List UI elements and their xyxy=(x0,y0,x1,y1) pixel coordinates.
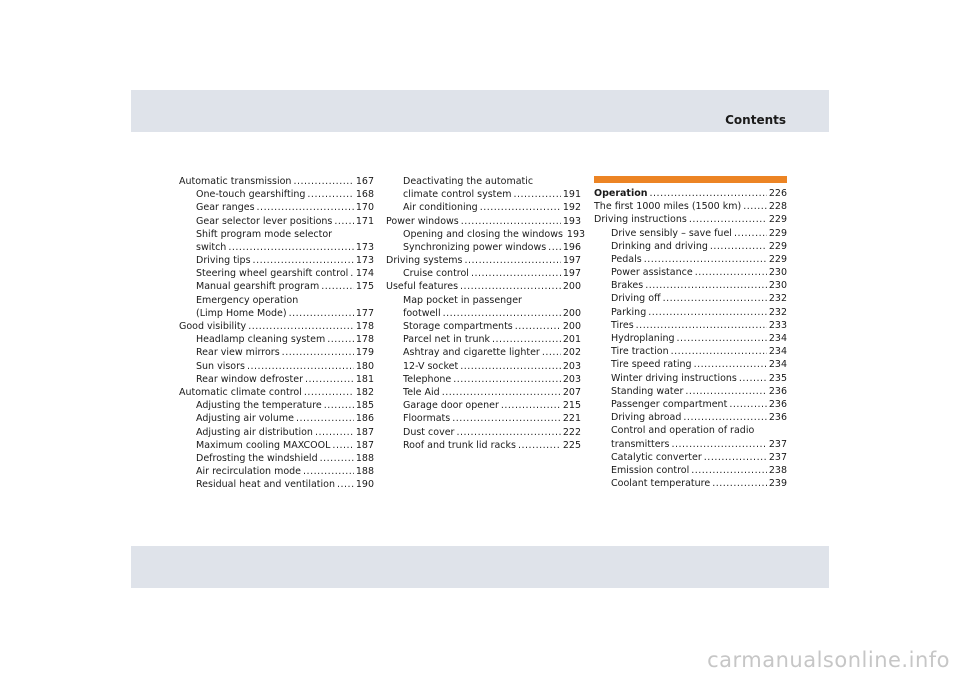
toc-entry[interactable] xyxy=(386,346,581,359)
toc-entry-title: Adjusting air distribution xyxy=(196,426,313,438)
toc-entry-page: 203 xyxy=(562,373,581,385)
toc-entry-page: 235 xyxy=(768,372,787,384)
toc-entry[interactable] xyxy=(179,294,374,307)
toc-entry-page: 232 xyxy=(768,293,787,305)
toc-entry[interactable] xyxy=(594,240,787,253)
toc-entry[interactable] xyxy=(594,358,787,371)
page-title: Contents xyxy=(725,113,786,127)
toc-entry-page: 203 xyxy=(562,360,581,372)
toc-entry[interactable] xyxy=(594,372,787,385)
toc-entry-title: switch xyxy=(196,241,227,253)
toc-entry-title: Adjusting air volume xyxy=(196,413,294,425)
toc-entry[interactable] xyxy=(386,333,581,346)
dot-leader xyxy=(710,240,767,253)
dot-leader xyxy=(663,292,767,305)
toc-entry-title: Catalytic converter xyxy=(611,451,702,463)
toc-entry-title: Control and operation of radio xyxy=(611,425,755,437)
dot-leader xyxy=(689,213,767,226)
toc-entry-title: Driving off xyxy=(611,293,661,305)
dot-leader xyxy=(460,360,561,373)
toc-entry-page: 234 xyxy=(768,346,787,358)
toc-entry-title: Winter driving instructions xyxy=(611,372,737,384)
dot-leader xyxy=(303,465,354,478)
toc-entry-page: 193 xyxy=(566,228,586,240)
toc-entry[interactable] xyxy=(594,411,787,424)
toc-entry-title: Hydroplaning xyxy=(611,333,675,345)
section-accent-bar xyxy=(594,176,787,183)
dot-leader xyxy=(228,241,354,254)
dot-leader xyxy=(671,345,767,358)
dot-leader xyxy=(327,333,354,346)
toc-entry-title: Dust cover xyxy=(403,426,455,438)
toc-entry-page: 193 xyxy=(562,215,581,227)
toc-entry[interactable] xyxy=(179,465,374,478)
toc-entry-title: Opening and closing the windows xyxy=(403,228,563,240)
toc-entry-title: Steering wheel gearshift control xyxy=(196,268,349,280)
toc-entry-page: 236 xyxy=(768,385,787,397)
toc-entry[interactable] xyxy=(179,215,374,228)
dot-leader xyxy=(683,411,766,424)
dot-leader xyxy=(452,412,561,425)
toc-entry-page: 229 xyxy=(768,227,787,239)
toc-entry-page: 178 xyxy=(355,334,374,346)
toc-entry[interactable] xyxy=(594,332,787,345)
toc-entry-title: footwell xyxy=(403,307,441,319)
dot-leader xyxy=(337,478,354,491)
toc-entry[interactable] xyxy=(179,175,374,188)
toc-entry-title: Residual heat and ventilation xyxy=(196,479,335,491)
dot-leader xyxy=(739,372,767,385)
watermark: carmanualsonline.info xyxy=(707,648,950,672)
toc-entry-title: Tele Aid xyxy=(403,386,440,398)
dot-leader xyxy=(253,254,354,267)
dot-leader xyxy=(307,188,353,201)
toc-entry[interactable] xyxy=(386,386,581,399)
dot-leader xyxy=(671,438,766,451)
toc-entry-title: Driving systems xyxy=(386,255,463,267)
dot-leader xyxy=(650,187,767,200)
toc-entry-page: 173 xyxy=(355,255,374,267)
toc-entry[interactable] xyxy=(594,227,787,240)
toc-entry-title: Tire traction xyxy=(611,346,669,358)
dot-leader xyxy=(296,412,354,425)
dot-leader xyxy=(257,201,354,214)
dot-leader xyxy=(513,188,560,201)
toc-entry-page: 187 xyxy=(355,426,374,438)
dot-leader xyxy=(518,439,561,452)
toc-entry-page: 200 xyxy=(562,307,581,319)
dot-leader xyxy=(694,358,767,371)
toc-entry[interactable] xyxy=(594,398,787,411)
toc-entry-page: 171 xyxy=(355,215,374,227)
toc-entry-page: 188 xyxy=(355,466,374,478)
toc-entry[interactable] xyxy=(179,439,374,452)
toc-entry[interactable] xyxy=(594,464,787,477)
toc-entry-page: 186 xyxy=(355,413,374,425)
toc-entry[interactable] xyxy=(179,320,374,333)
toc-entry[interactable] xyxy=(386,267,581,280)
toc-entry-title: Emergency operation xyxy=(196,294,299,306)
dot-leader xyxy=(282,346,354,359)
toc-entry[interactable] xyxy=(594,293,787,306)
toc-entry-page: 190 xyxy=(355,479,374,491)
toc-entry-page: 197 xyxy=(562,268,581,280)
dot-leader xyxy=(465,254,561,267)
toc-entry-page: 174 xyxy=(355,268,374,280)
toc-entry[interactable] xyxy=(594,319,787,332)
toc-entry[interactable] xyxy=(179,333,374,346)
toc-entry-page: 188 xyxy=(355,452,374,464)
toc-entry-page: 180 xyxy=(355,360,374,372)
toc-entry[interactable] xyxy=(386,281,581,294)
toc-entry-title: Brakes xyxy=(611,280,644,292)
dot-leader xyxy=(334,215,353,228)
toc-entry[interactable] xyxy=(386,412,581,425)
toc-entry-title: Power windows xyxy=(386,215,459,227)
toc-entry[interactable] xyxy=(179,386,374,399)
toc-entry-title: 12-V socket xyxy=(403,360,459,372)
toc-entry[interactable] xyxy=(386,294,581,307)
toc-entry-title: Parking xyxy=(611,306,647,318)
toc-entry-page: 230 xyxy=(768,267,787,279)
dot-leader xyxy=(636,319,767,332)
toc-entry-page: 192 xyxy=(562,202,581,214)
toc-entry-page: 200 xyxy=(562,321,581,333)
toc-entry-page: 191 xyxy=(562,189,581,201)
dot-leader xyxy=(695,266,767,279)
toc-entry-title: Coolant temperature xyxy=(611,478,711,490)
dot-leader xyxy=(461,215,561,228)
toc-entry-page: 228 xyxy=(768,201,787,213)
toc-entry-title: Rear view mirrors xyxy=(196,347,280,359)
dot-leader xyxy=(442,386,561,399)
toc-entry-title: Parcel net in trunk xyxy=(403,334,491,346)
toc-entry-page: 230 xyxy=(768,280,787,292)
toc-entry-page: 222 xyxy=(562,426,581,438)
toc-entry-page: 236 xyxy=(768,412,787,424)
toc-entry[interactable] xyxy=(179,426,374,439)
toc-entry[interactable] xyxy=(594,200,787,213)
toc-entry[interactable] xyxy=(594,424,787,437)
toc-entry-page: 229 xyxy=(768,253,787,265)
dot-leader xyxy=(315,426,354,439)
dot-leader xyxy=(691,464,767,477)
toc-entry[interactable] xyxy=(386,201,581,214)
toc-entry[interactable] xyxy=(386,360,581,373)
toc-entry-page: 234 xyxy=(768,333,787,345)
toc-entry-title: Emission control xyxy=(611,464,690,476)
toc-entry-title: (Limp Home Mode) xyxy=(196,307,287,319)
toc-entry-page: 202 xyxy=(562,347,581,359)
dot-leader xyxy=(645,279,767,292)
toc-entry-title: Shift program mode selector xyxy=(196,228,333,240)
toc-entry[interactable] xyxy=(386,426,581,439)
dot-leader xyxy=(743,200,767,213)
dot-leader xyxy=(320,452,354,465)
toc-entry-title: Good visibility xyxy=(179,321,247,333)
toc-entry[interactable] xyxy=(386,254,581,267)
footer-band xyxy=(131,546,829,588)
dot-leader xyxy=(305,373,354,386)
toc-entry[interactable] xyxy=(179,346,374,359)
toc-entry[interactable] xyxy=(179,267,374,280)
toc-entry[interactable] xyxy=(386,188,581,201)
toc-entry-page: 182 xyxy=(355,386,374,398)
toc-entry-page: 185 xyxy=(355,400,374,412)
toc-entry-title: Power assistance xyxy=(611,267,693,279)
toc-entry-page: 237 xyxy=(768,451,787,463)
toc-entry-title: Drinking and driving xyxy=(611,240,708,252)
toc-entry-title: Floormats xyxy=(403,413,451,425)
toc-entry-title: Telephone xyxy=(403,373,452,385)
toc-entry-title: Rear window defroster xyxy=(196,373,303,385)
dot-leader xyxy=(332,439,353,452)
toc-entry-title: Defrosting the windshield xyxy=(196,452,318,464)
dot-leader xyxy=(304,386,354,399)
toc-entry-page: 233 xyxy=(768,319,787,331)
toc-entry[interactable] xyxy=(179,360,374,373)
toc-entry[interactable] xyxy=(386,215,581,228)
toc-entry-title: Automatic climate control xyxy=(179,386,302,398)
toc-entry[interactable] xyxy=(179,254,374,267)
toc-entry-title: Tire speed rating xyxy=(611,359,692,371)
toc-entry-page: 232 xyxy=(768,306,787,318)
toc-entry[interactable] xyxy=(179,281,374,294)
toc-entry-title: Standing water xyxy=(611,385,684,397)
toc-entry-title: Garage door opener xyxy=(403,400,499,412)
toc-entry-title: Gear ranges xyxy=(196,202,255,214)
toc-entry-title: Storage compartments xyxy=(403,321,513,333)
dot-leader xyxy=(456,426,560,439)
toc-entry[interactable] xyxy=(386,175,581,188)
toc-entry[interactable] xyxy=(594,306,787,319)
dot-leader xyxy=(515,320,561,333)
toc-entry-page: 234 xyxy=(768,359,787,371)
toc-entry-page: 229 xyxy=(768,214,787,226)
toc-entry-title: Maximum cooling MAXCOOL xyxy=(196,439,331,451)
dot-leader xyxy=(471,267,561,280)
toc-entry[interactable] xyxy=(386,439,581,452)
toc-entry-title: Drive sensibly – save fuel xyxy=(611,227,732,239)
toc-entry-page: 179 xyxy=(355,347,374,359)
toc-entry[interactable] xyxy=(386,307,581,320)
toc-entry[interactable] xyxy=(179,241,374,254)
toc-entry-title: Cruise control xyxy=(403,268,469,280)
toc-entry-page: 201 xyxy=(562,334,581,346)
toc-entry[interactable] xyxy=(594,187,787,200)
toc-column-3 xyxy=(594,187,787,490)
dot-leader xyxy=(501,399,561,412)
toc-entry[interactable] xyxy=(594,477,787,490)
toc-entry[interactable] xyxy=(386,373,581,386)
toc-entry[interactable] xyxy=(179,228,374,241)
dot-leader xyxy=(324,399,354,412)
dot-leader xyxy=(321,280,354,293)
toc-entry[interactable] xyxy=(179,307,374,320)
toc-entry[interactable] xyxy=(594,279,787,292)
dot-leader xyxy=(289,307,354,320)
dot-leader xyxy=(548,241,561,254)
toc-entry-page: 187 xyxy=(355,439,374,451)
toc-entry[interactable] xyxy=(179,412,374,425)
toc-entry-title: Ashtray and cigarette lighter xyxy=(403,347,540,359)
toc-entry-page: 168 xyxy=(355,189,374,201)
toc-entry-title: Manual gearshift program xyxy=(196,281,320,293)
toc-entry[interactable] xyxy=(179,188,374,201)
toc-entry-page: 167 xyxy=(355,175,374,187)
dot-leader xyxy=(453,373,561,386)
toc-entry-page: 221 xyxy=(562,413,581,425)
toc-entry-page: 200 xyxy=(562,281,581,293)
dot-leader xyxy=(734,227,767,240)
toc-entry-page: 207 xyxy=(562,386,581,398)
toc-entry-page: 173 xyxy=(355,241,374,253)
toc-entry-page: 170 xyxy=(355,202,374,214)
dot-leader xyxy=(350,267,354,280)
toc-entry-title: Driving tips xyxy=(196,255,251,267)
toc-entry-title: Gear selector lever positions xyxy=(196,215,333,227)
dot-leader xyxy=(480,201,561,214)
toc-entry-title: One-touch gearshifting xyxy=(196,189,306,201)
toc-entry-title: climate control system xyxy=(403,189,512,201)
toc-entry[interactable] xyxy=(179,201,374,214)
toc-entry[interactable] xyxy=(594,385,787,398)
toc-entry-title: Pedals xyxy=(611,253,642,265)
dot-leader xyxy=(704,451,767,464)
toc-entry-page: 236 xyxy=(768,398,787,410)
toc-entry-title: Driving instructions xyxy=(594,214,687,226)
toc-entry[interactable] xyxy=(386,228,586,241)
toc-entry-page: 237 xyxy=(768,438,787,450)
toc-entry[interactable] xyxy=(386,399,581,412)
toc-entry-page: 225 xyxy=(562,439,581,451)
toc-entry-page: 239 xyxy=(768,478,787,490)
dot-leader xyxy=(712,477,767,490)
toc-entry[interactable] xyxy=(179,478,374,491)
toc-entry-page: 178 xyxy=(355,321,374,333)
dot-leader xyxy=(644,253,767,266)
toc-entry[interactable] xyxy=(594,451,787,464)
dot-leader xyxy=(443,307,561,320)
toc-entry-title: Air recirculation mode xyxy=(196,466,302,478)
toc-entry-title: Automatic transmission xyxy=(179,175,292,187)
dot-leader xyxy=(677,332,767,345)
dot-leader xyxy=(248,320,354,333)
dot-leader xyxy=(247,360,354,373)
toc-entry-title: Driving abroad xyxy=(611,412,682,424)
toc-entry-page: 197 xyxy=(562,255,581,267)
dot-leader xyxy=(648,306,767,319)
dot-leader xyxy=(729,398,767,411)
toc-entry-title: Air conditioning xyxy=(403,202,478,214)
toc-entry-page: 238 xyxy=(768,464,787,476)
dot-leader xyxy=(542,346,561,359)
toc-entry[interactable] xyxy=(594,253,787,266)
toc-entry-title: Headlamp cleaning system xyxy=(196,334,326,346)
header-band xyxy=(131,90,829,132)
toc-entry-page: 229 xyxy=(768,240,787,252)
dot-leader xyxy=(685,385,766,398)
toc-entry[interactable] xyxy=(179,373,374,386)
toc-entry-title: Map pocket in passenger xyxy=(403,294,522,306)
toc-entry-title: Sun visors xyxy=(196,360,245,372)
toc-entry-page: 177 xyxy=(355,307,374,319)
toc-entry-title: Adjusting the temperature xyxy=(196,400,322,412)
toc-entry-title: Passenger compartment xyxy=(611,398,728,410)
toc-column-2 xyxy=(386,175,586,452)
toc-entry[interactable] xyxy=(386,241,581,254)
dot-leader xyxy=(293,175,353,188)
toc-entry-page: 215 xyxy=(562,400,581,412)
toc-entry-title: Tires xyxy=(611,319,634,331)
toc-entry[interactable] xyxy=(386,320,581,333)
toc-entry-title: Operation xyxy=(594,187,648,199)
toc-entry-page: 181 xyxy=(355,373,374,385)
dot-leader xyxy=(460,280,561,293)
toc-entry[interactable] xyxy=(594,266,787,279)
toc-entry-title: Useful features xyxy=(386,281,459,293)
toc-entry[interactable] xyxy=(594,345,787,358)
toc-entry[interactable] xyxy=(179,452,374,465)
toc-entry-title: The first 1000 miles (1500 km) xyxy=(594,201,742,213)
toc-entry-page: 196 xyxy=(562,241,581,253)
toc-entry[interactable] xyxy=(594,213,787,226)
toc-column-1 xyxy=(179,175,374,492)
dot-leader xyxy=(492,333,561,346)
toc-entry-page: 175 xyxy=(355,281,374,293)
toc-entry-page: 226 xyxy=(768,187,787,199)
toc-entry[interactable] xyxy=(179,399,374,412)
toc-entry-title: Synchronizing power windows xyxy=(403,241,547,253)
toc-entry-title: Deactivating the automatic xyxy=(403,175,534,187)
toc-entry-title: Roof and trunk lid racks xyxy=(403,439,516,451)
toc-entry-title: transmitters xyxy=(611,438,670,450)
toc-entry[interactable] xyxy=(594,438,787,451)
